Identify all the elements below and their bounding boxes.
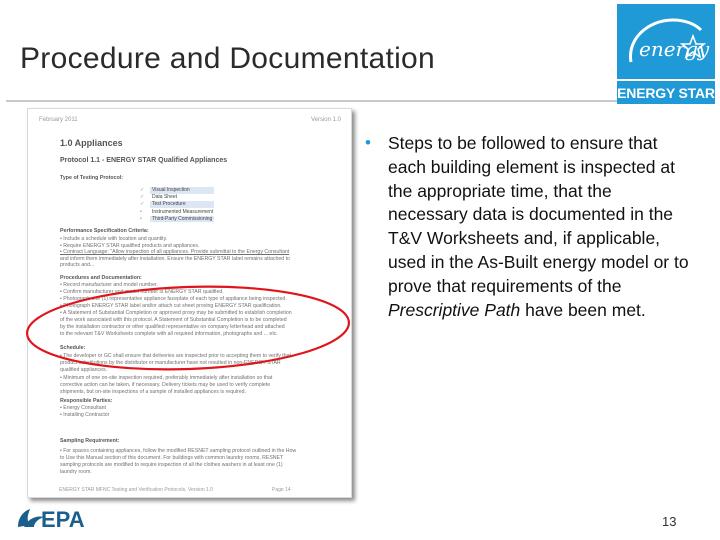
check-icon: ✓: [140, 187, 145, 193]
doc-line: corrective action can be taken, if necessary. Delivery tickets may be used to verify complete: [60, 382, 271, 388]
doc-footer-page: Page 14: [272, 487, 291, 493]
doc-line: • For spaces containing appliances, follow the modified RESNET sampling protocol outlined in the How: [60, 448, 297, 454]
epa-logo: [14, 505, 114, 531]
highlight-oval: [24, 284, 352, 372]
doc-line: to Use this Manual section of this document. For buildings with common laundry rooms, RESNET: [60, 455, 284, 461]
bullet-icon: •: [365, 133, 371, 152]
doc-footer-title: ENERGY STAR MFNC Testing and Verification Protocols, Version 1.0: [59, 487, 213, 493]
check-icon: ✓: [140, 194, 145, 201]
doc-line: laundry room.: [60, 469, 92, 475]
doc-header-version: Version 1.0: [310, 117, 341, 123]
doc-checklist: [140, 187, 214, 223]
doc-line: and inform them immediately after installation. Ensure the ENERGY STAR label remains attached to: [60, 255, 290, 262]
checklist-item: • Third-Party Commissioning: [140, 215, 213, 222]
doc-line: shipments, but on-site inspections of a sample of installed appliances is required.: [60, 389, 246, 395]
doc-section-title: 1.0 Appliances: [60, 138, 123, 148]
doc-line: • Installing Contractor: [60, 412, 110, 418]
bullet-icon: •: [140, 208, 142, 215]
epa-text: EPA: [41, 507, 85, 531]
slide-title: Procedure and Documentation: [20, 42, 436, 75]
bullet-icon: •: [140, 215, 142, 222]
prescriptive-path-emphasis: Prescriptive Path: [388, 299, 521, 320]
doc-samp-heading: Sampling Requirement:: [60, 438, 120, 444]
doc-protocol-title: Protocol 1.1 - ENERGY STAR Qualified Appliances: [60, 157, 228, 164]
doc-line: • Photograph one (1) representative appliance faceplate of each type of appliance being inspected.: [60, 296, 287, 302]
doc-line: • Confirm manufacturer and model number is ENERGY STAR qualified.: [60, 289, 224, 295]
doc-line: • Photograph ENERGY STAR label and/or attach cut sheet proving ENERGY STAR qualification.: [60, 303, 282, 309]
doc-resp-heading: Responsible Parties:: [60, 398, 113, 404]
doc-line: • Energy Consultant: [60, 405, 106, 411]
checklist-item: ✓ Data Sheet: [140, 194, 214, 201]
energy-star-logo: [617, 4, 715, 104]
doc-line: • Record manufacturer and model number.: [60, 282, 158, 288]
doc-line: • Include a schedule with location and quantity.: [60, 236, 168, 242]
doc-line: • Require ENERGY STAR qualified products and appliances.: [60, 242, 200, 249]
doc-line: products and...: [60, 262, 95, 268]
doc-line: sampling protocols are modified to require inspection of all the clothes washers in at least one (1): [60, 462, 283, 468]
doc-proc-heading: Procedures and Documentation:: [60, 275, 142, 281]
checklist-item: ✓ Visual Inspection: [140, 187, 214, 194]
checklist-item: • Instrumented Measurement: [140, 208, 214, 215]
doc-line: • Minimum of one on-site inspection required, preferably immediately after installation so that: [60, 375, 273, 381]
doc-line: • Contract Language: "Allow inspection of all appliances. Provide submittal to the Energy Consultant: [60, 249, 290, 255]
logo-label: ENERGY STAR: [617, 85, 715, 101]
doc-type-label: Type of Testing Protocol:: [60, 175, 124, 181]
check-icon: ✓: [140, 201, 145, 208]
doc-perf-heading: Performance Specification Criteria:: [60, 228, 149, 234]
doc-line: qualified appliances.: [60, 367, 108, 373]
doc-line: • A Statement of Substantial Completion or approved proxy may be submitted to establish completion: [60, 310, 292, 316]
title-divider: [6, 100, 618, 102]
doc-line: product substitutions by the distributor or manufacturer have not resulted in non-ENERGY STAR: [60, 360, 281, 366]
doc-header-date: February 2011: [39, 117, 78, 123]
bullet-text: Steps to be followed to ensure that each building element is inspected at the appropriate time, that the necessary data is documented in the T&V Worksheets and, if applicable, used in the As-Built energy model or to prove that requirements of the Prescriptive Path have been met.: [388, 133, 689, 320]
doc-line: to the relevant T&V Worksheets complete with all required information, photographs and ... etc.: [60, 331, 278, 337]
checklist-item: ✓ Test Procedure: [140, 201, 214, 208]
doc-line: • The developer or GC shall ensure that deliveries are inspected prior to accepting them to verify that: [60, 353, 291, 359]
doc-sched-heading: Schedule:: [60, 345, 86, 351]
energy-script-text: energy: [639, 37, 710, 61]
epa-flower-icon: [14, 505, 114, 531]
doc-line: by the installation contractor or other qualified representative on company letterhead and attached: [60, 324, 285, 330]
page-number: 13: [662, 514, 677, 529]
doc-line: of the work associated with this protocol. A Statement of Substantial Completion is to be completed: [60, 317, 287, 323]
